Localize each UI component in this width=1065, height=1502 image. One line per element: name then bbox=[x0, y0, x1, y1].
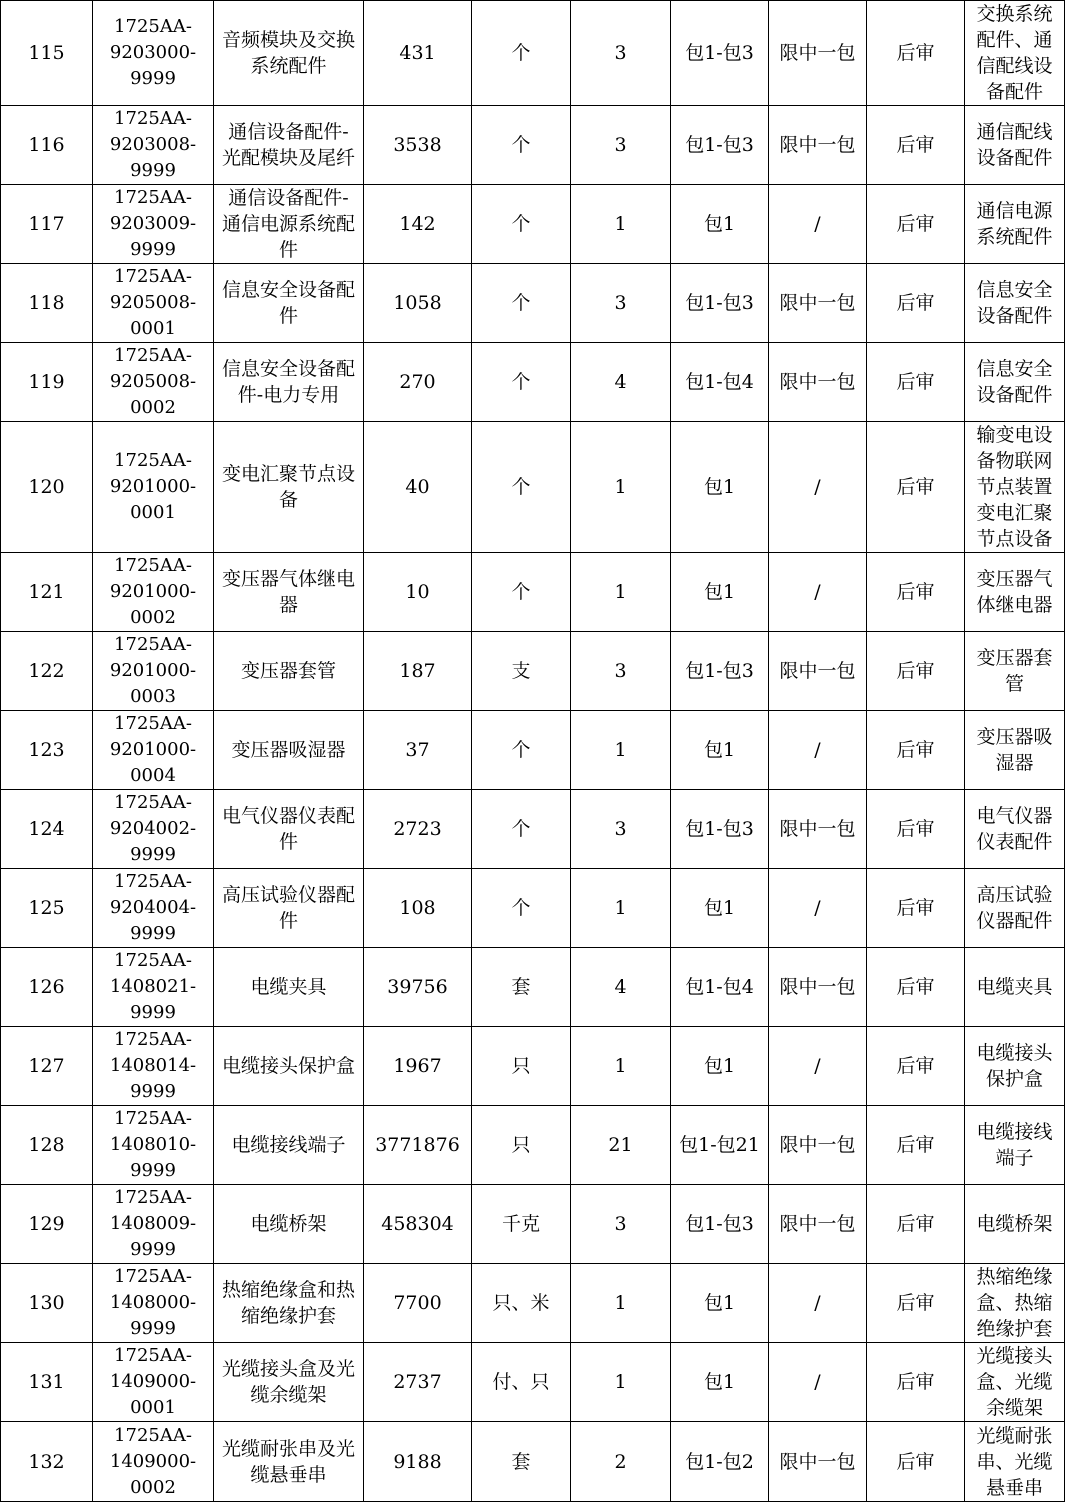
award-limit-cell: / bbox=[769, 422, 867, 553]
award-limit-cell: 限中一包 bbox=[769, 1422, 867, 1502]
material-name-cell: 通信设备配件- 光配模块及尾纤 bbox=[214, 106, 364, 185]
quantity-cell: 1058 bbox=[364, 264, 472, 343]
material-code-cell: 1725AA- 9204002- 9999 bbox=[93, 790, 214, 869]
review-method-cell: 后审 bbox=[867, 1027, 965, 1106]
package-count-cell: 1 bbox=[571, 422, 671, 553]
table-row bbox=[1, 1185, 1065, 1264]
table-row bbox=[1, 1, 1065, 106]
quantity-cell: 270 bbox=[364, 343, 472, 422]
material-code-cell: 1725AA- 1409000- 0001 bbox=[93, 1343, 214, 1422]
quantity-cell: 37 bbox=[364, 711, 472, 790]
category-cell: 电缆接头 保护盒 bbox=[965, 1027, 1065, 1106]
table-body bbox=[1, 1, 1065, 1502]
material-name-cell: 变压器气体继电 器 bbox=[214, 553, 364, 632]
review-method-cell: 后审 bbox=[867, 1185, 965, 1264]
material-code-cell: 1725AA- 1409000- 0002 bbox=[93, 1422, 214, 1502]
quantity-cell: 3538 bbox=[364, 106, 472, 185]
material-name-cell: 电缆接线端子 bbox=[214, 1106, 364, 1185]
table-row bbox=[1, 1422, 1065, 1502]
unit-cell: 个 bbox=[472, 711, 571, 790]
award-limit-cell: / bbox=[769, 869, 867, 948]
material-code-cell: 1725AA- 9203009- 9999 bbox=[93, 185, 214, 264]
material-name-cell: 电气仪器仪表配 件 bbox=[214, 790, 364, 869]
award-limit-cell: / bbox=[769, 711, 867, 790]
quantity-cell: 9188 bbox=[364, 1422, 472, 1502]
category-cell: 电缆桥架 bbox=[965, 1185, 1065, 1264]
unit-cell: 个 bbox=[472, 106, 571, 185]
package-count-cell: 4 bbox=[571, 343, 671, 422]
row-number-cell: 127 bbox=[1, 1027, 93, 1106]
award-limit-cell: 限中一包 bbox=[769, 790, 867, 869]
review-method-cell: 后审 bbox=[867, 106, 965, 185]
table-row bbox=[1, 264, 1065, 343]
table-row bbox=[1, 106, 1065, 185]
unit-cell: 个 bbox=[472, 422, 571, 553]
row-number-cell: 122 bbox=[1, 632, 93, 711]
material-name-cell: 变压器套管 bbox=[214, 632, 364, 711]
material-code-cell: 1725AA- 9203000- 9999 bbox=[93, 1, 214, 106]
unit-cell: 个 bbox=[472, 264, 571, 343]
category-cell: 电缆接线 端子 bbox=[965, 1106, 1065, 1185]
quantity-cell: 2723 bbox=[364, 790, 472, 869]
unit-cell: 个 bbox=[472, 869, 571, 948]
unit-cell: 个 bbox=[472, 185, 571, 264]
row-number-cell: 125 bbox=[1, 869, 93, 948]
material-code-cell: 1725AA- 1408021- 9999 bbox=[93, 948, 214, 1027]
category-cell: 交换系统 配件、通 信配线设 备配件 bbox=[965, 1, 1065, 106]
category-cell: 高压试验 仪器配件 bbox=[965, 869, 1065, 948]
material-code-cell: 1725AA- 9201000- 0001 bbox=[93, 422, 214, 553]
review-method-cell: 后审 bbox=[867, 185, 965, 264]
material-name-cell: 光缆接头盒及光 缆余缆架 bbox=[214, 1343, 364, 1422]
unit-cell: 只、米 bbox=[472, 1264, 571, 1343]
unit-cell: 支 bbox=[472, 632, 571, 711]
award-limit-cell: / bbox=[769, 1027, 867, 1106]
material-code-cell: 1725AA- 9201000- 0003 bbox=[93, 632, 214, 711]
material-code-cell: 1725AA- 9203008- 9999 bbox=[93, 106, 214, 185]
material-name-cell: 音频模块及交换 系统配件 bbox=[214, 1, 364, 106]
unit-cell: 付、只 bbox=[472, 1343, 571, 1422]
material-name-cell: 信息安全设备配 件-电力专用 bbox=[214, 343, 364, 422]
award-limit-cell: / bbox=[769, 185, 867, 264]
package-range-cell: 包1 bbox=[671, 1264, 769, 1343]
table-row bbox=[1, 1343, 1065, 1422]
category-cell: 光缆接头 盒、光缆 余缆架 bbox=[965, 1343, 1065, 1422]
quantity-cell: 142 bbox=[364, 185, 472, 264]
quantity-cell: 10 bbox=[364, 553, 472, 632]
package-count-cell: 3 bbox=[571, 1185, 671, 1264]
unit-cell: 个 bbox=[472, 790, 571, 869]
package-range-cell: 包1-包3 bbox=[671, 1, 769, 106]
table-row bbox=[1, 553, 1065, 632]
material-code-cell: 1725AA- 9205008- 0002 bbox=[93, 343, 214, 422]
row-number-cell: 120 bbox=[1, 422, 93, 553]
category-cell: 电气仪器 仪表配件 bbox=[965, 790, 1065, 869]
table-row bbox=[1, 1264, 1065, 1343]
package-range-cell: 包1 bbox=[671, 422, 769, 553]
package-range-cell: 包1-包3 bbox=[671, 106, 769, 185]
material-name-cell: 电缆接头保护盒 bbox=[214, 1027, 364, 1106]
award-limit-cell: 限中一包 bbox=[769, 1185, 867, 1264]
unit-cell: 套 bbox=[472, 1422, 571, 1502]
row-number-cell: 132 bbox=[1, 1422, 93, 1502]
review-method-cell: 后审 bbox=[867, 1264, 965, 1343]
quantity-cell: 7700 bbox=[364, 1264, 472, 1343]
material-code-cell: 1725AA- 1408009- 9999 bbox=[93, 1185, 214, 1264]
package-count-cell: 3 bbox=[571, 1, 671, 106]
review-method-cell: 后审 bbox=[867, 553, 965, 632]
award-limit-cell: / bbox=[769, 553, 867, 632]
review-method-cell: 后审 bbox=[867, 869, 965, 948]
unit-cell: 只 bbox=[472, 1106, 571, 1185]
quantity-cell: 108 bbox=[364, 869, 472, 948]
material-code-cell: 1725AA- 9204004- 9999 bbox=[93, 869, 214, 948]
package-range-cell: 包1 bbox=[671, 711, 769, 790]
award-limit-cell: 限中一包 bbox=[769, 948, 867, 1027]
package-range-cell: 包1 bbox=[671, 553, 769, 632]
package-range-cell: 包1 bbox=[671, 869, 769, 948]
material-name-cell: 高压试验仪器配 件 bbox=[214, 869, 364, 948]
category-cell: 信息安全 设备配件 bbox=[965, 264, 1065, 343]
category-cell: 变压器气 体继电器 bbox=[965, 553, 1065, 632]
row-number-cell: 118 bbox=[1, 264, 93, 343]
package-range-cell: 包1 bbox=[671, 1343, 769, 1422]
category-cell: 变压器套 管 bbox=[965, 632, 1065, 711]
package-count-cell: 2 bbox=[571, 1422, 671, 1502]
package-count-cell: 3 bbox=[571, 790, 671, 869]
material-name-cell: 变压器吸湿器 bbox=[214, 711, 364, 790]
package-count-cell: 1 bbox=[571, 1264, 671, 1343]
material-code-cell: 1725AA- 9205008- 0001 bbox=[93, 264, 214, 343]
unit-cell: 个 bbox=[472, 1, 571, 106]
award-limit-cell: 限中一包 bbox=[769, 264, 867, 343]
review-method-cell: 后审 bbox=[867, 632, 965, 711]
package-count-cell: 1 bbox=[571, 711, 671, 790]
table-row bbox=[1, 632, 1065, 711]
table-row bbox=[1, 711, 1065, 790]
row-number-cell: 117 bbox=[1, 185, 93, 264]
row-number-cell: 130 bbox=[1, 1264, 93, 1343]
package-count-cell: 4 bbox=[571, 948, 671, 1027]
award-limit-cell: 限中一包 bbox=[769, 1, 867, 106]
category-cell: 热缩绝缘 盒、热缩 绝缘护套 bbox=[965, 1264, 1065, 1343]
package-count-cell: 3 bbox=[571, 632, 671, 711]
material-name-cell: 通信设备配件- 通信电源系统配 件 bbox=[214, 185, 364, 264]
package-count-cell: 1 bbox=[571, 1027, 671, 1106]
package-count-cell: 3 bbox=[571, 264, 671, 343]
quantity-cell: 458304 bbox=[364, 1185, 472, 1264]
package-range-cell: 包1-包2 bbox=[671, 1422, 769, 1502]
table-row bbox=[1, 343, 1065, 422]
category-cell: 变压器吸 湿器 bbox=[965, 711, 1065, 790]
review-method-cell: 后审 bbox=[867, 790, 965, 869]
review-method-cell: 后审 bbox=[867, 264, 965, 343]
award-limit-cell: 限中一包 bbox=[769, 632, 867, 711]
package-range-cell: 包1-包3 bbox=[671, 632, 769, 711]
material-name-cell: 信息安全设备配 件 bbox=[214, 264, 364, 343]
unit-cell: 千克 bbox=[472, 1185, 571, 1264]
package-range-cell: 包1 bbox=[671, 185, 769, 264]
package-range-cell: 包1-包3 bbox=[671, 264, 769, 343]
material-code-cell: 1725AA- 1408010- 9999 bbox=[93, 1106, 214, 1185]
row-number-cell: 121 bbox=[1, 553, 93, 632]
material-code-cell: 1725AA- 1408000- 9999 bbox=[93, 1264, 214, 1343]
award-limit-cell: 限中一包 bbox=[769, 343, 867, 422]
package-range-cell: 包1-包4 bbox=[671, 343, 769, 422]
award-limit-cell: 限中一包 bbox=[769, 106, 867, 185]
quantity-cell: 39756 bbox=[364, 948, 472, 1027]
material-name-cell: 电缆夹具 bbox=[214, 948, 364, 1027]
unit-cell: 个 bbox=[472, 553, 571, 632]
award-limit-cell: / bbox=[769, 1264, 867, 1343]
table-row bbox=[1, 185, 1065, 264]
material-name-cell: 热缩绝缘盒和热 缩绝缘护套 bbox=[214, 1264, 364, 1343]
package-count-cell: 21 bbox=[571, 1106, 671, 1185]
review-method-cell: 后审 bbox=[867, 1343, 965, 1422]
award-limit-cell: / bbox=[769, 1343, 867, 1422]
package-count-cell: 1 bbox=[571, 1343, 671, 1422]
row-number-cell: 123 bbox=[1, 711, 93, 790]
package-range-cell: 包1-包3 bbox=[671, 790, 769, 869]
table-row bbox=[1, 1027, 1065, 1106]
material-code-cell: 1725AA- 1408014- 9999 bbox=[93, 1027, 214, 1106]
review-method-cell: 后审 bbox=[867, 1, 965, 106]
review-method-cell: 后审 bbox=[867, 422, 965, 553]
category-cell: 输变电设 备物联网 节点装置 变电汇聚 节点设备 bbox=[965, 422, 1065, 553]
package-count-cell: 1 bbox=[571, 553, 671, 632]
category-cell: 光缆耐张 串、光缆 悬垂串 bbox=[965, 1422, 1065, 1502]
review-method-cell: 后审 bbox=[867, 1422, 965, 1502]
quantity-cell: 3771876 bbox=[364, 1106, 472, 1185]
award-limit-cell: 限中一包 bbox=[769, 1106, 867, 1185]
package-range-cell: 包1 bbox=[671, 1027, 769, 1106]
quantity-cell: 1967 bbox=[364, 1027, 472, 1106]
package-range-cell: 包1-包4 bbox=[671, 948, 769, 1027]
quantity-cell: 40 bbox=[364, 422, 472, 553]
row-number-cell: 126 bbox=[1, 948, 93, 1027]
package-range-cell: 包1-包3 bbox=[671, 1185, 769, 1264]
category-cell: 电缆夹具 bbox=[965, 948, 1065, 1027]
row-number-cell: 116 bbox=[1, 106, 93, 185]
quantity-cell: 187 bbox=[364, 632, 472, 711]
review-method-cell: 后审 bbox=[867, 948, 965, 1027]
material-code-cell: 1725AA- 9201000- 0002 bbox=[93, 553, 214, 632]
row-number-cell: 115 bbox=[1, 1, 93, 106]
unit-cell: 只 bbox=[472, 1027, 571, 1106]
unit-cell: 套 bbox=[472, 948, 571, 1027]
package-count-cell: 3 bbox=[571, 106, 671, 185]
row-number-cell: 119 bbox=[1, 343, 93, 422]
material-name-cell: 电缆桥架 bbox=[214, 1185, 364, 1264]
unit-cell: 个 bbox=[472, 343, 571, 422]
quantity-cell: 431 bbox=[364, 1, 472, 106]
review-method-cell: 后审 bbox=[867, 711, 965, 790]
review-method-cell: 后审 bbox=[867, 343, 965, 422]
category-cell: 通信配线 设备配件 bbox=[965, 106, 1065, 185]
review-method-cell: 后审 bbox=[867, 1106, 965, 1185]
material-code-cell: 1725AA- 9201000- 0004 bbox=[93, 711, 214, 790]
quantity-cell: 2737 bbox=[364, 1343, 472, 1422]
package-range-cell: 包1-包21 bbox=[671, 1106, 769, 1185]
package-count-cell: 1 bbox=[571, 185, 671, 264]
category-cell: 通信电源 系统配件 bbox=[965, 185, 1065, 264]
row-number-cell: 129 bbox=[1, 1185, 93, 1264]
row-number-cell: 124 bbox=[1, 790, 93, 869]
row-number-cell: 131 bbox=[1, 1343, 93, 1422]
table-row bbox=[1, 790, 1065, 869]
material-name-cell: 变电汇聚节点设 备 bbox=[214, 422, 364, 553]
table-row bbox=[1, 1106, 1065, 1185]
table-row bbox=[1, 869, 1065, 948]
table-row bbox=[1, 948, 1065, 1027]
category-cell: 信息安全 设备配件 bbox=[965, 343, 1065, 422]
row-number-cell: 128 bbox=[1, 1106, 93, 1185]
package-count-cell: 1 bbox=[571, 869, 671, 948]
material-name-cell: 光缆耐张串及光 缆悬垂串 bbox=[214, 1422, 364, 1502]
table-row bbox=[1, 422, 1065, 553]
